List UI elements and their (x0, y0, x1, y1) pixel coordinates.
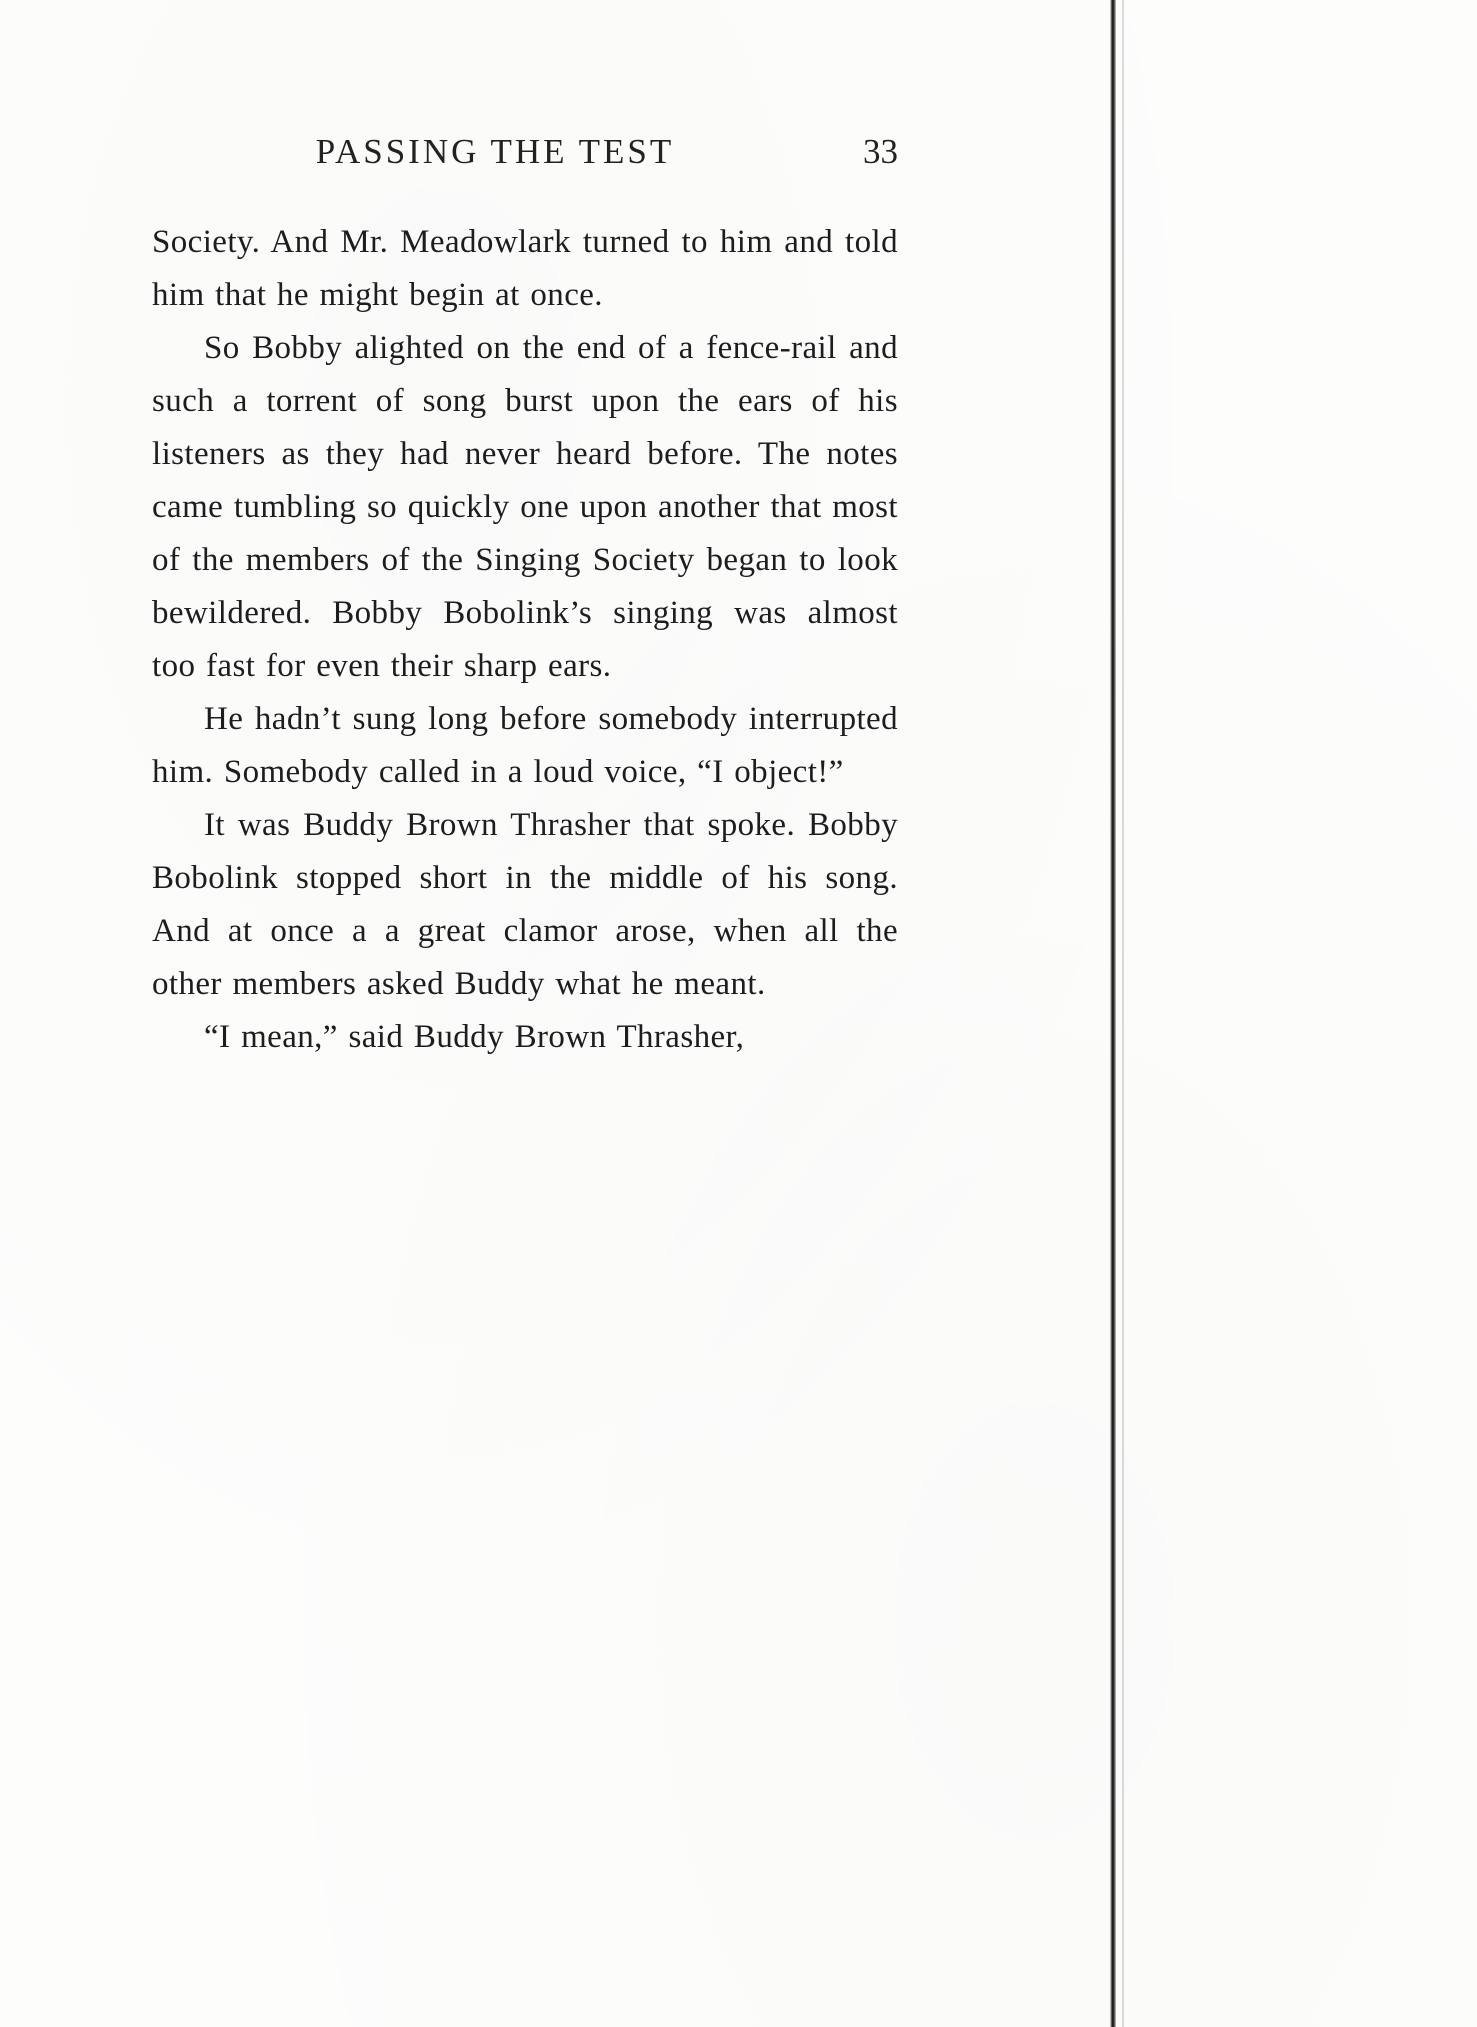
book-page (152, 0, 898, 1064)
page-number: 33 (863, 132, 898, 171)
paragraph: “I mean,” said Buddy Brown Thrasher, (204, 1019, 745, 1055)
page-edge-binding-line (1110, 0, 1116, 2027)
paragraph: Society. And Mr. Meadowlark turned to him and told him that he might begin at once. (152, 224, 898, 313)
chapter-title: PASSING THE TEST (315, 132, 675, 171)
paragraph: So Bobby alighted on the end of a fence-rail and such a torrent of song burst upon the ears of his listeners as they had never heard before. The notes came tumbling so quickly one upon another that most of the members of the Singing Society began to look bewildered. Bobby Bobolink’s singing was almost too fast for even their sharp ears. (152, 330, 898, 684)
page-header (152, 132, 898, 188)
page-edge-shadow-line (1122, 0, 1124, 2027)
paragraph: It was Buddy Brown Thrasher that spoke. Bobby Bobolink stopped short in the middle of his song. And at once a a great clamor arose, when all the other members asked Buddy what he meant. (152, 807, 898, 1002)
paragraph: He hadn’t sung long before somebody interrupted him. Somebody called in a loud voice, “I object!” (152, 701, 898, 790)
